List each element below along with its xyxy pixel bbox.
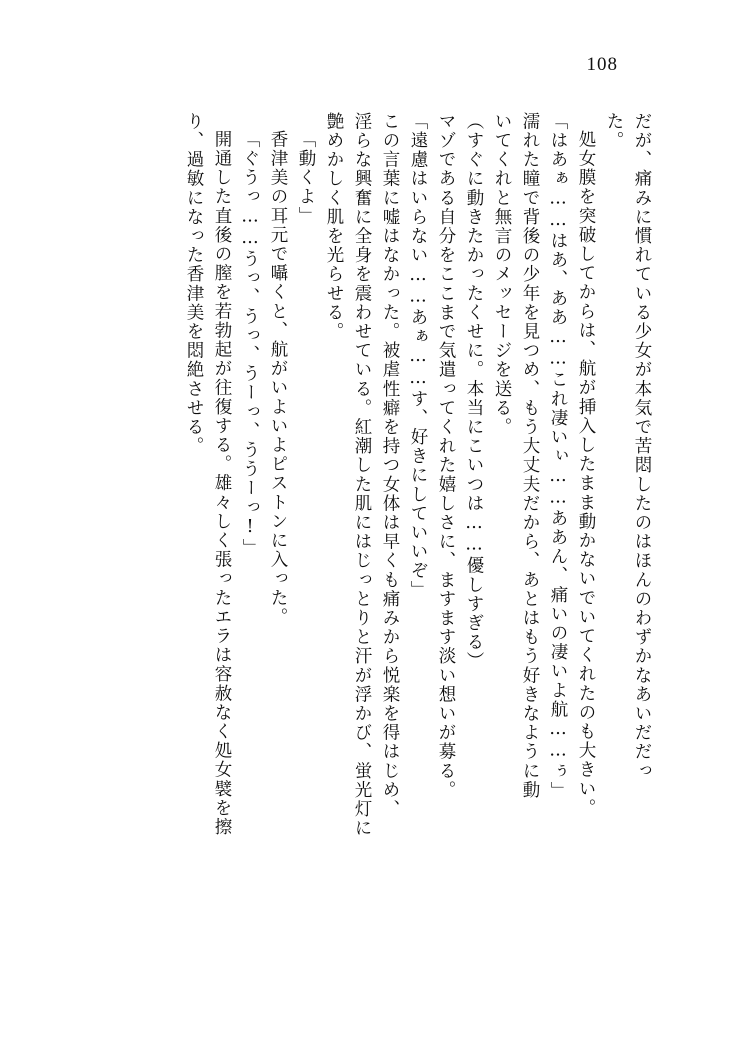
page-number: 108 <box>586 54 618 75</box>
text-column: 開通した直後の膣を若勃起が往復する。雄々しく張ったエラは容赦なく処女襞を擦 <box>212 130 232 837</box>
text-column: 「ぐうっ……うっ、うっ、うーっ、ううーっ!」 <box>240 130 260 558</box>
text-column: 「動くよ」 <box>296 130 316 226</box>
text-column: 「遠慮はいらない……あぁ……す、好きにしていいぞ」 <box>408 112 428 600</box>
text-column: 処女膜を突破してからは、航が挿入したまま動かないでいてくれたのも大きい。 <box>576 130 596 818</box>
text-column: （すぐに動きたかったくせに。本当にこいつは……優しすぎる） <box>464 112 484 671</box>
text-column: マゾである自分をここまで気遣ってくれた嬉しさに、ますます淡い想いが募る。 <box>436 112 456 800</box>
text-column: 香津美の耳元で囁くと、航がいよいよピストンに入った。 <box>268 130 288 627</box>
body-text-block <box>62 112 650 972</box>
text-column: 「はあぁ……はあ、ああ……これ凄いぃ……ああん、痛いの凄いよ航……ぅ」 <box>548 112 568 801</box>
text-column: いてくれと無言のメッセージを送る。 <box>492 112 512 437</box>
text-column: た。 <box>604 112 624 151</box>
text-column: この言葉に嘘はなかった。被虐性癖を持つ女体は早くも痛みから悦楽を得はじめ、 <box>380 112 400 819</box>
text-column: だが、痛みに慣れている少女が本気で苦悶したのはほんのわずかなあいだだっ <box>632 112 652 781</box>
text-column: り、過敏になった香津美を悶絶させる。 <box>184 112 204 456</box>
text-column: 濡れた瞳で背後の少年を見つめ、もう大丈夫だから、あとはもう好きなように動 <box>520 112 540 800</box>
text-column: 艶めかしく肌を光らせる。 <box>324 112 344 342</box>
text-column: 淫らな興奮に全身を震わせている。紅潮した肌にはじっとりと汗が浮かび、蛍光灯に <box>352 112 372 838</box>
